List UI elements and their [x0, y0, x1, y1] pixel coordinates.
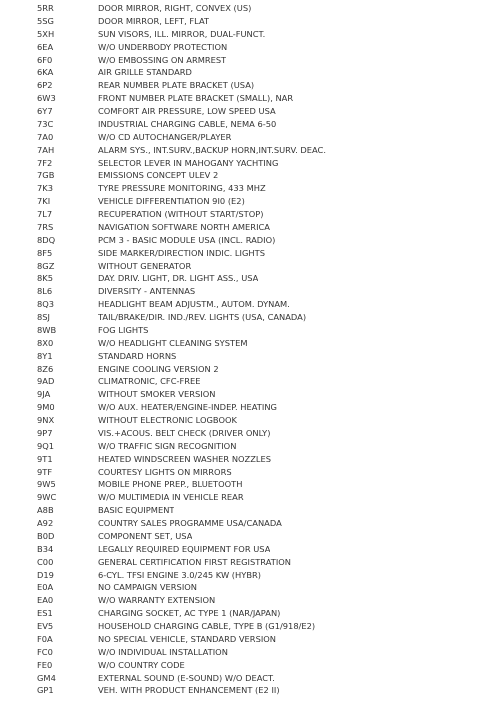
- option-description: 6-CYL. TFSI ENGINE 3.0/245 KW (HYBR): [98, 569, 262, 580]
- list-item: [0, 517, 480, 530]
- list-item: [0, 208, 480, 221]
- option-description: COUNTRY SALES PROGRAMME USA/CANADA: [98, 518, 282, 528]
- option-description: COMPONENT SET, USA: [98, 530, 193, 541]
- list-item: [0, 466, 480, 479]
- option-description: DOOR MIRROR, RIGHT, CONVEX (US): [98, 3, 252, 13]
- option-description: VEHICLE DIFFERENTIATION 9I0 (E2): [98, 196, 245, 207]
- option-description: SUN VISORS, ILL. MIRROR, DUAL-FUNCT.: [98, 28, 266, 39]
- option-description: REAR NUMBER PLATE BRACKET (USA): [98, 80, 255, 91]
- option-description: EXTERNAL SOUND (E-SOUND) W/O DEACT.: [98, 672, 275, 683]
- option-description: W/O AUX. HEATER/ENGINE-INDEP. HEATING: [98, 402, 277, 413]
- option-description: GENERAL CERTIFICATION FIRST REGISTRATION: [98, 556, 292, 567]
- option-code: 6P2: [37, 80, 53, 91]
- option-description: SIDE MARKER/DIRECTION INDIC. LIGHTS: [98, 247, 265, 258]
- list-item: [0, 92, 480, 105]
- list-item: [0, 440, 480, 453]
- list-item: [0, 285, 480, 298]
- list-item: [0, 569, 480, 582]
- option-description: W/O UNDERBODY PROTECTION: [98, 41, 228, 52]
- option-code: 9P7: [37, 427, 53, 438]
- option-description: W/O COUNTRY CODE: [98, 659, 185, 670]
- option-description: HOUSEHOLD CHARGING CABLE, TYPE B (G1/918/E2): [98, 621, 316, 631]
- option-description: WITHOUT GENERATOR: [98, 260, 192, 271]
- list-item: [0, 607, 480, 620]
- list-item: [0, 105, 480, 118]
- list-item: [0, 195, 480, 208]
- option-code: 7K3: [37, 183, 53, 194]
- option-description: PCM 3 - BASIC MODULE USA (INCL. RADIO): [98, 234, 276, 245]
- list-item: [0, 388, 480, 401]
- list-item: [0, 260, 480, 273]
- list-item: [0, 363, 480, 376]
- option-description: COURTESY LIGHTS ON MIRRORS: [98, 466, 232, 477]
- list-item: [0, 556, 480, 569]
- option-description: DOOR MIRROR, LEFT, FLAT: [98, 15, 210, 26]
- option-description: FOG LIGHTS: [98, 324, 149, 335]
- list-item: [0, 491, 480, 504]
- option-code: 5RR: [37, 3, 54, 13]
- option-description: INDUSTRIAL CHARGING CABLE, NEMA 6-50: [98, 118, 277, 129]
- option-code: 5SG: [37, 15, 54, 26]
- option-code: FE0: [37, 659, 53, 670]
- option-code: 5XH: [37, 28, 55, 39]
- option-code: 7GB: [37, 170, 55, 181]
- option-code: 7KI: [37, 196, 51, 207]
- option-code: 9Q1: [37, 440, 55, 451]
- list-item: [0, 2, 480, 15]
- list-item: [0, 272, 480, 285]
- option-description: NAVIGATION SOFTWARE NORTH AMERICA: [98, 221, 270, 232]
- option-code: 8GZ: [37, 260, 55, 271]
- option-code: 9JA: [37, 389, 51, 400]
- option-description: VEH. WITH PRODUCT ENHANCEMENT (E2 II): [98, 685, 280, 696]
- option-code: 8K5: [37, 273, 53, 284]
- list-item: [0, 594, 480, 607]
- option-code: A8B: [37, 505, 54, 516]
- list-item: [0, 157, 480, 170]
- list-item: [0, 298, 480, 311]
- list-item: [0, 131, 480, 144]
- option-code: 9W5: [37, 479, 56, 490]
- option-description: W/O INDIVIDUAL INSTALLATION: [98, 646, 228, 657]
- option-description: TYRE PRESSURE MONITORING, 433 MHZ: [98, 183, 266, 194]
- list-item: [0, 646, 480, 659]
- option-code: 8SJ: [37, 312, 50, 322]
- option-code: 8Y1: [37, 350, 53, 361]
- option-code: 9TF: [37, 466, 53, 477]
- option-description: NO CAMPAIGN VERSION: [98, 582, 198, 593]
- list-item: [0, 234, 480, 247]
- list-item: [0, 54, 480, 67]
- list-item: [0, 118, 480, 131]
- list-item: [0, 15, 480, 28]
- option-code: B0D: [37, 530, 55, 541]
- option-code: 6EA: [37, 41, 54, 52]
- list-item: [0, 182, 480, 195]
- option-description: AIR GRILLE STANDARD: [98, 67, 192, 78]
- option-code: 73C: [37, 118, 54, 129]
- list-item: [0, 375, 480, 388]
- option-code: 8WB: [37, 324, 57, 335]
- option-description: BASIC EQUIPMENT: [98, 505, 175, 516]
- option-code: 8X0: [37, 337, 54, 348]
- option-description: VIS.+ACOUS. BELT CHECK (DRIVER ONLY): [98, 427, 271, 438]
- option-description: W/O WARRANTY EXTENSION: [98, 595, 216, 606]
- option-description: W/O TRAFFIC SIGN RECOGNITION: [98, 440, 237, 451]
- list-item: [0, 66, 480, 79]
- list-item: [0, 79, 480, 92]
- option-description: STANDARD HORNS: [98, 350, 177, 361]
- option-code: ES1: [37, 608, 53, 619]
- list-item: [0, 247, 480, 260]
- option-description: HEADLIGHT BEAM ADJUSTM., AUTOM. DYNAM.: [98, 299, 290, 310]
- list-item: [0, 504, 480, 517]
- list-item: [0, 41, 480, 54]
- option-code: FC0: [37, 646, 53, 657]
- option-code: 7A0: [37, 131, 54, 142]
- option-description: W/O HEADLIGHT CLEANING SYSTEM: [98, 337, 248, 348]
- option-code: 6W3: [37, 93, 56, 104]
- list-item: [0, 453, 480, 466]
- option-code: A92: [37, 518, 54, 528]
- list-item: [0, 478, 480, 491]
- option-code: 6Y7: [37, 106, 53, 116]
- option-description: SELECTOR LEVER IN MAHOGANY YACHTING: [98, 157, 279, 168]
- list-item: [0, 401, 480, 414]
- list-item: [0, 350, 480, 363]
- option-code: 9M0: [37, 402, 55, 413]
- list-item: [0, 169, 480, 182]
- option-code: 8Z6: [37, 363, 54, 374]
- list-item: [0, 581, 480, 594]
- list-item: [0, 337, 480, 350]
- option-code: 6F0: [37, 54, 53, 65]
- option-code: F0A: [37, 633, 53, 644]
- option-code: E0A: [37, 582, 54, 593]
- option-description: ENGINE COOLING VERSION 2: [98, 363, 219, 374]
- list-item: [0, 311, 480, 324]
- option-description: HEATED WINDSCREEN WASHER NOZZLES: [98, 453, 272, 464]
- list-item: [0, 530, 480, 543]
- option-code: 6KA: [37, 67, 54, 78]
- option-description: NO SPECIAL VEHICLE, STANDARD VERSION: [98, 633, 277, 644]
- option-description: W/O MULTIMEDIA IN VEHICLE REAR: [98, 492, 244, 503]
- option-description: EMISSIONS CONCEPT ULEV 2: [98, 170, 219, 181]
- option-description: DAY. DRIV. LIGHT, DR. LIGHT ASS., USA: [98, 273, 259, 284]
- list-item: [0, 620, 480, 633]
- list-item: [0, 144, 480, 157]
- list-item: [0, 414, 480, 427]
- option-description: ALARM SYS., INT.SURV.,BACKUP HORN,INT.SURV. DEAC.: [98, 144, 326, 155]
- option-description: WITHOUT ELECTRONIC LOGBOOK: [98, 415, 237, 425]
- option-code: 7F2: [37, 157, 53, 168]
- option-code: 7L7: [37, 209, 53, 219]
- option-code: 9T1: [37, 453, 53, 464]
- option-description: CHARGING SOCKET, AC TYPE 1 (NAR/JAPAN): [98, 608, 281, 619]
- option-description: MOBILE PHONE PREP., BLUETOOTH: [98, 479, 243, 490]
- option-description: WITHOUT SMOKER VERSION: [98, 389, 216, 400]
- list-item: [0, 659, 480, 672]
- option-code: EA0: [37, 595, 54, 606]
- option-description: W/O CD AUTOCHANGER/PLAYER: [98, 131, 232, 142]
- list-item: [0, 543, 480, 556]
- option-code: GP1: [37, 685, 54, 696]
- option-code: 7AH: [37, 144, 55, 155]
- option-description: TAIL/BRAKE/DIR. IND./REV. LIGHTS (USA, CANADA): [98, 312, 307, 322]
- option-description: COMFORT AIR PRESSURE, LOW SPEED USA: [98, 106, 276, 116]
- option-code: 7RS: [37, 221, 54, 232]
- list-item: [0, 427, 480, 440]
- option-code: 8Q3: [37, 299, 55, 310]
- list-item: [0, 28, 480, 41]
- option-description: FRONT NUMBER PLATE BRACKET (SMALL), NAR: [98, 93, 294, 104]
- option-description: LEGALLY REQUIRED EQUIPMENT FOR USA: [98, 543, 271, 554]
- option-description: CLIMATRONIC, CFC-FREE: [98, 376, 201, 387]
- option-description: W/O EMBOSSING ON ARMREST: [98, 54, 227, 65]
- option-code: EV5: [37, 621, 54, 631]
- list-item: [0, 324, 480, 337]
- option-code: 9WC: [37, 492, 57, 503]
- list-item: [0, 633, 480, 646]
- option-code: GM4: [37, 672, 56, 683]
- option-code: C00: [37, 556, 54, 567]
- option-code: 8F5: [37, 247, 53, 258]
- option-code: 9AD: [37, 376, 55, 387]
- option-code: B34: [37, 543, 54, 554]
- option-code: 8DQ: [37, 234, 56, 245]
- list-item: [0, 684, 480, 697]
- option-description: DIVERSITY - ANTENNAS: [98, 286, 196, 297]
- list-item: [0, 672, 480, 685]
- option-description: RECUPERATION (WITHOUT START/STOP): [98, 209, 264, 219]
- option-code: 9NX: [37, 415, 55, 425]
- list-item: [0, 221, 480, 234]
- option-code: D19: [37, 569, 54, 580]
- option-code: 8L6: [37, 286, 53, 297]
